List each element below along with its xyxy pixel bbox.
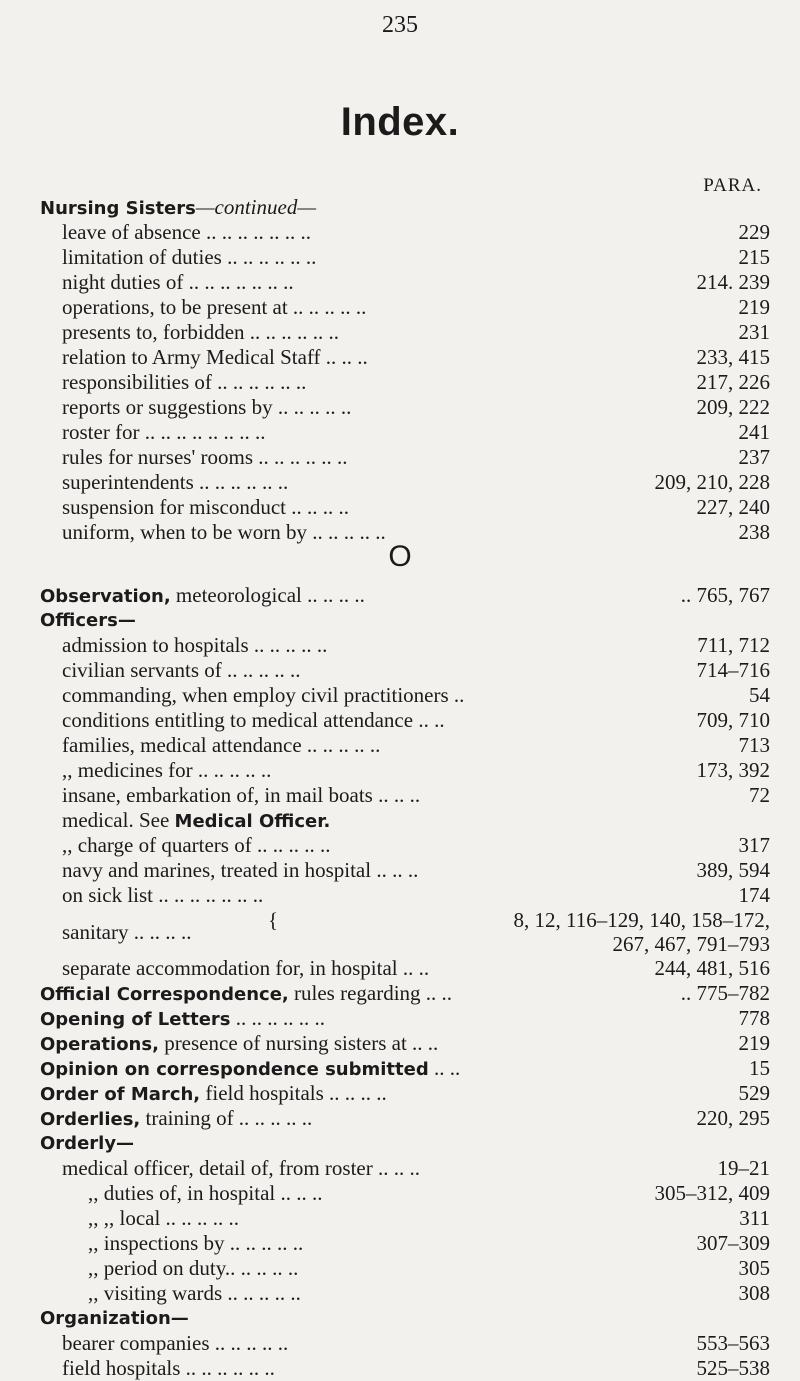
entry-text: field hospitals .. .. .. .. .. .. [62, 1356, 275, 1380]
entry-text: ,, medicines for .. .. .. .. .. [62, 758, 272, 782]
entry-text: suspension for misconduct .. .. .. .. [62, 495, 349, 519]
index-entry-row [40, 345, 770, 370]
entry-text: night duties of .. .. .. .. .. .. .. [62, 270, 294, 294]
entry-text: limitation of duties .. .. .. .. .. .. [62, 245, 317, 269]
index-entry-row [40, 1231, 770, 1256]
entry-text: field hospitals .. .. .. .. [200, 1081, 387, 1105]
index-entry-row [40, 1156, 770, 1181]
index-entry-row [40, 956, 770, 981]
entry-text: admission to hospitals .. .. .. .. .. [62, 633, 328, 657]
para-ref: 307–309 [696, 1231, 770, 1255]
index-entry-row [40, 420, 770, 445]
index-entry-sanitary [40, 908, 770, 956]
index-heading: Operations, [40, 1034, 159, 1055]
para-ref: 227, 240 [696, 495, 770, 519]
para-ref: 389, 594 [696, 858, 770, 882]
para-ref: 311 [739, 1206, 770, 1230]
entry-text: reports or suggestions by .. .. .. .. .. [62, 395, 352, 419]
para-ref: 19–21 [717, 1156, 770, 1180]
para-ref: .. 775–782 [680, 981, 770, 1005]
para-ref: 711, 712 [697, 633, 770, 657]
index-heading-row [40, 1306, 770, 1331]
index-entry-row [40, 858, 770, 883]
para-ref: 237 [738, 445, 770, 469]
index-entry-row [40, 1106, 770, 1131]
para-ref: 525–538 [696, 1356, 770, 1380]
entry-text: civilian servants of .. .. .. .. .. [62, 658, 301, 682]
para-ref: 305–312, 409 [654, 1181, 770, 1205]
index-heading: Organization— [40, 1308, 189, 1329]
entry-text: .. .. [428, 1056, 461, 1080]
para-column-header: PARA. [703, 175, 762, 196]
index-heading: Order of March, [40, 1084, 201, 1105]
index-entry-row [40, 883, 770, 908]
para-ref: 173, 392 [696, 758, 770, 782]
entry-text: relation to Army Medical Staff .. .. .. [62, 345, 368, 369]
para-ref: 305 [738, 1256, 770, 1280]
para-ref: 709, 710 [696, 708, 770, 732]
entry-text: medical officer, detail of, from roster .. .. .. [62, 1156, 420, 1180]
index-heading-row [40, 195, 770, 220]
index-entry-row [40, 758, 770, 783]
para-ref: 72 [749, 783, 770, 807]
index-entry-row [40, 1006, 770, 1031]
entry-text: ,, duties of, in hospital .. .. .. [88, 1181, 323, 1205]
index-entry-row [40, 320, 770, 345]
index-entry-row [40, 1331, 770, 1356]
index-entry-row [40, 683, 770, 708]
index-entry-row [40, 1031, 770, 1056]
entry-text: operations, to be present at .. .. .. .. .. [62, 295, 367, 319]
index-entry-row [40, 1056, 770, 1081]
entry-text: rules regarding .. .. [288, 981, 453, 1005]
para-ref: 238 [738, 520, 770, 544]
para-ref: 174 [738, 883, 770, 907]
entry-text: responsibilities of .. .. .. .. .. .. [62, 370, 307, 394]
index-entry-row [40, 395, 770, 420]
index-entry-row [40, 1356, 770, 1381]
index-entry-row [40, 470, 770, 495]
entry-text: commanding, when employ civil practitioners .. [62, 683, 465, 707]
para-ref: 15 [749, 1056, 770, 1080]
index-heading: Nursing Sisters [40, 198, 196, 219]
entry-text: sanitary .. .. .. .. [62, 920, 192, 944]
index-heading-row [40, 1131, 770, 1156]
index-entry-row [40, 245, 770, 270]
index-entry-row [40, 445, 770, 470]
para-ref: 714–716 [696, 658, 770, 682]
entry-text: insane, embarkation of, in mail boats .. .. .. [62, 783, 421, 807]
entry-text: conditions entitling to medical attendance .. .. [62, 708, 445, 732]
entry-text: ,, inspections by .. .. .. .. .. [88, 1231, 304, 1255]
entry-text: meteorological .. .. .. .. [170, 583, 365, 607]
index-entry-row [40, 808, 770, 833]
index-entry-row [40, 1281, 770, 1306]
para-ref: 529 [738, 1081, 770, 1105]
section-nursing-sisters [40, 195, 770, 545]
section-o [40, 583, 770, 1381]
entry-text: ,, period on duty.. .. .. .. .. [88, 1256, 299, 1280]
letter-heading: O [388, 540, 412, 573]
para-ref: 219 [738, 1031, 770, 1055]
para-ref: 778 [738, 1006, 770, 1030]
index-entry-row [40, 220, 770, 245]
index-heading: Opening of Letters [40, 1009, 231, 1030]
index-entry-row [40, 1081, 770, 1106]
entry-text: rules for nurses' rooms .. .. .. .. .. .. [62, 445, 348, 469]
page-number: 235 [382, 12, 418, 38]
entry-text: training of .. .. .. .. .. [140, 1106, 313, 1130]
entry-text: on sick list .. .. .. .. .. .. .. [62, 883, 264, 907]
brace-icon: { [268, 908, 279, 932]
para-ref: 244, 481, 516 [654, 956, 770, 980]
entry-text: separate accommodation for, in hospital .. .. [62, 956, 430, 980]
index-heading-row [40, 608, 770, 633]
entry-text: ,, visiting wards .. .. .. .. .. [88, 1281, 301, 1305]
entry-text: navy and marines, treated in hospital .. .. .. [62, 858, 419, 882]
para-ref: 54 [749, 683, 770, 707]
index-heading: Officers— [40, 610, 136, 631]
index-heading: Orderlies, [40, 1109, 141, 1130]
para-ref: 267, 467, 791–793 [612, 932, 770, 956]
entry-text: bearer companies .. .. .. .. .. [62, 1331, 289, 1355]
index-entry-row [40, 1206, 770, 1231]
para-ref: 214. 239 [696, 270, 770, 294]
entry-text: medical. See [62, 808, 175, 832]
entry-text: ,, ,, local .. .. .. .. .. [88, 1206, 240, 1230]
para-ref: 231 [738, 320, 770, 344]
index-entry-row [40, 833, 770, 858]
index-heading: Opinion on correspondence submitted [40, 1059, 429, 1080]
cross-reference: Medical Officer. [174, 811, 331, 832]
index-entry-row [40, 270, 770, 295]
para-ref: 233, 415 [696, 345, 770, 369]
entry-text: presents to, forbidden .. .. .. .. .. .. [62, 320, 340, 344]
para-ref: 209, 222 [696, 395, 770, 419]
entry-text: .. .. .. .. .. .. [230, 1006, 325, 1030]
entry-text: families, medical attendance .. .. .. .. .. [62, 733, 381, 757]
index-heading: Observation, [40, 586, 171, 607]
index-entry-row [40, 583, 770, 608]
index-entry-row [40, 658, 770, 683]
index-entry-row [40, 1181, 770, 1206]
para-ref: .. 765, 767 [680, 583, 770, 607]
index-entry-row [40, 783, 770, 808]
para-ref: 8, 12, 116–129, 140, 158–172, [513, 908, 770, 932]
index-entry-row [40, 370, 770, 395]
index-entry-row [40, 633, 770, 658]
index-entry-row [40, 733, 770, 758]
page-title: Index. [340, 100, 460, 144]
para-ref: 209, 210, 228 [654, 470, 770, 494]
index-entry-row [40, 708, 770, 733]
index-entry-row [40, 495, 770, 520]
entry-text: superintendents .. .. .. .. .. .. [62, 470, 289, 494]
index-heading: Official Correspondence, [40, 984, 289, 1005]
para-ref: 219 [738, 295, 770, 319]
para-ref: 215 [738, 245, 770, 269]
para-ref: 229 [738, 220, 770, 244]
index-entry-row [40, 981, 770, 1006]
para-ref: 713 [738, 733, 770, 757]
para-ref: 553–563 [696, 1331, 770, 1355]
para-ref: 241 [738, 420, 770, 444]
para-ref: 220, 295 [696, 1106, 770, 1130]
para-ref: 308 [738, 1281, 770, 1305]
entry-text: uniform, when to be worn by .. .. .. .. .. [62, 520, 386, 544]
entry-text: ,, charge of quarters of .. .. .. .. .. [62, 833, 331, 857]
para-ref: 217, 226 [696, 370, 770, 394]
entry-text: leave of absence .. .. .. .. .. .. .. [62, 220, 311, 244]
entry-text: presence of nursing sisters at .. .. [158, 1031, 439, 1055]
heading-suffix: —continued— [195, 195, 317, 219]
index-entry-row [40, 1256, 770, 1281]
index-entry-row [40, 295, 770, 320]
para-ref: 317 [738, 833, 770, 857]
entry-text: roster for .. .. .. .. .. .. .. .. [62, 420, 266, 444]
index-heading: Orderly— [40, 1133, 135, 1154]
